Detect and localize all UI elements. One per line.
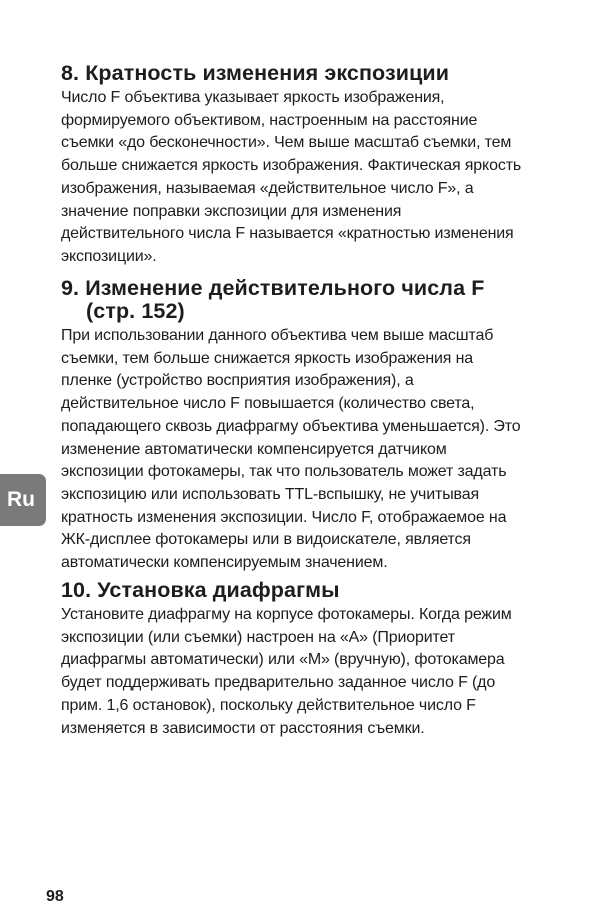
text-line: прим. 1,6 остановок), поскольку действительное число F xyxy=(61,696,476,714)
section-body xyxy=(61,604,571,740)
text-line: кратность изменения экспозиции. Число F, отображаемое на xyxy=(61,508,507,526)
section-effective-f-number xyxy=(61,277,571,575)
text-line: экспозицию или использовать TTL-вспышку, не учитывая xyxy=(61,485,479,503)
text-line: пленке (устройство восприятия изображения), а xyxy=(61,372,414,390)
text-line: съемки, тем больше снижается яркость изображения на xyxy=(61,349,474,367)
text-line: Число F объектива указывает яркость изображения, xyxy=(61,89,445,106)
page-number: 98 xyxy=(46,888,64,905)
text-line: диафрагмы автоматически) или «M» (вручную), фотокамера xyxy=(61,651,505,669)
text-line: экспозиции фотокамеры, так что пользователь может задать xyxy=(61,463,507,481)
text-line: попадающего сквозь диафрагму объектива уменьшается). Это xyxy=(61,417,521,435)
section-body xyxy=(61,325,571,575)
section-body xyxy=(61,87,571,269)
section-heading: 8. Кратность изменения экспозиции xyxy=(61,61,450,85)
text-line: будет поддерживать предварительно заданное число F (до xyxy=(61,674,496,692)
section-heading xyxy=(61,277,571,323)
text-line: изменяется в зависимости от расстояния съемки. xyxy=(61,719,425,737)
text-line: съемки «до бесконечности». Чем выше масштаб съемки, тем xyxy=(61,134,512,152)
section-heading: 10. Установка диафрагмы xyxy=(61,578,340,602)
text-line: изображения, называемая «действительное число F», а xyxy=(61,179,474,197)
section-exposure-factor xyxy=(61,62,571,269)
text-line: ЖК-дисплее фотокамеры или в видоискателе, является xyxy=(61,531,471,549)
text-line: больше снижается яркость изображения. Фактическая яркость xyxy=(61,157,522,175)
text-line: экспозиции (или съемки) настроен на «A» (Приоритет xyxy=(61,628,455,646)
text-line: значение поправки экспозиции для изменения xyxy=(61,202,402,220)
language-tab-label: Ru xyxy=(7,488,35,511)
section-heading-line: 9. Изменение действительного числа F xyxy=(61,276,485,300)
text-line: действительного числа F называется «кратностью изменения xyxy=(61,225,514,243)
text-line: автоматически компенсируемым значением. xyxy=(61,554,388,572)
section-aperture-setting xyxy=(61,579,571,740)
text-line: Установите диафрагму на корпусе фотокамеры. Когда режим xyxy=(61,606,512,623)
text-line: действительное число F повышается (количество света, xyxy=(61,395,475,413)
text-line: изменение автоматически компенсируется датчиком xyxy=(61,440,447,458)
text-line: При использовании данного объектива чем выше масштаб xyxy=(61,327,494,344)
text-line: формируемого объективом, настроенным на расстояние xyxy=(61,111,478,129)
language-tab xyxy=(0,474,46,526)
text-line: экспозиции». xyxy=(61,247,157,265)
section-heading-page-ref: (стр. 152) xyxy=(86,299,185,323)
